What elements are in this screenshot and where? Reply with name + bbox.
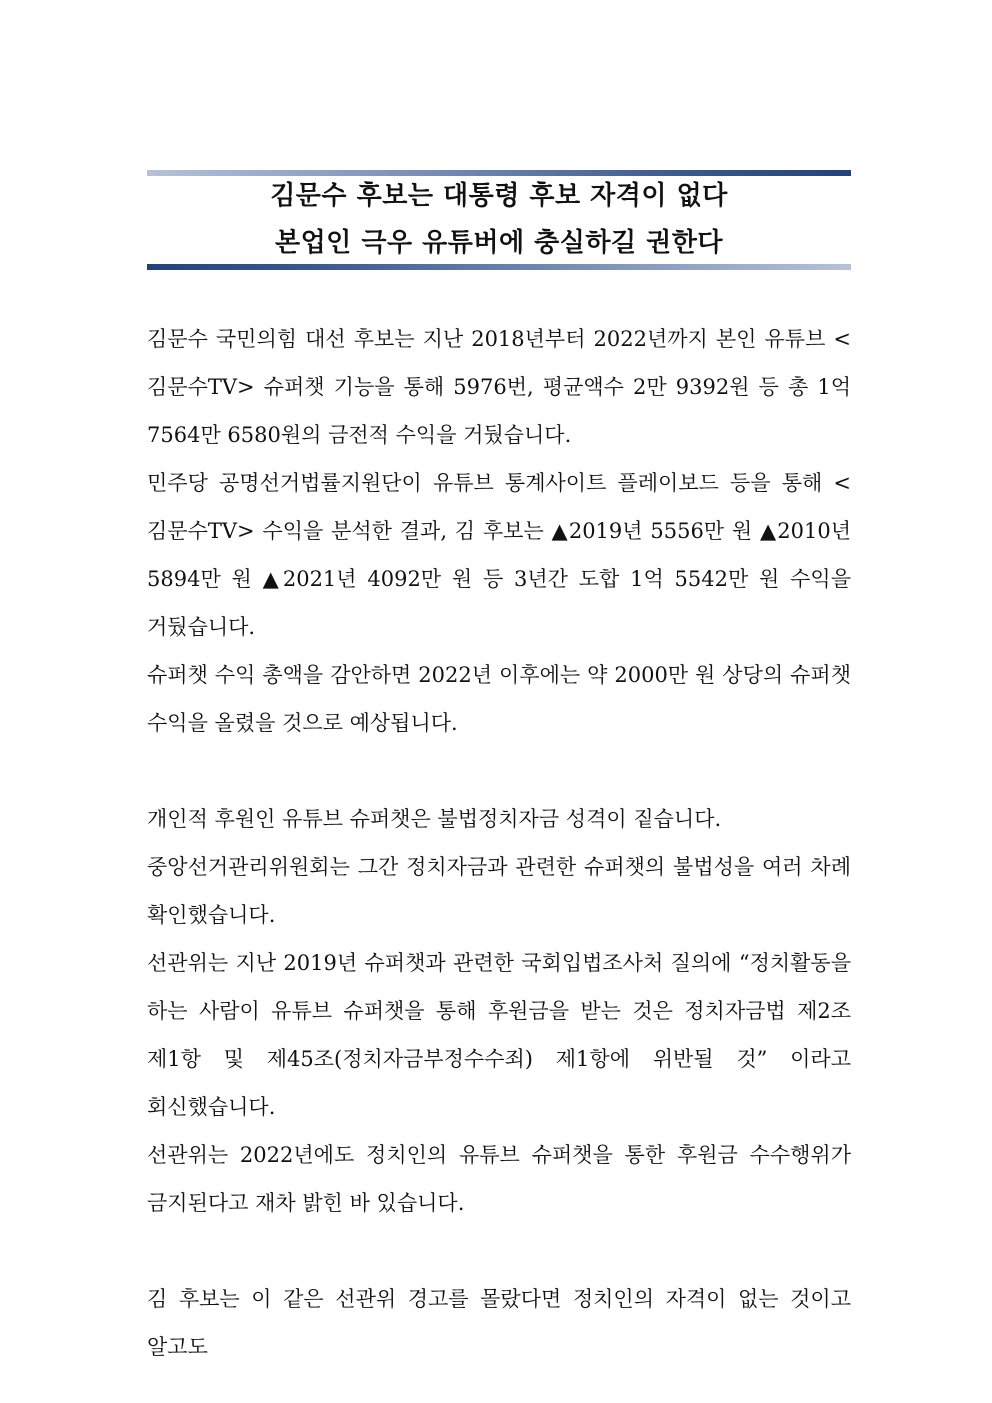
paragraph-nec-2019-reply: 선관위는 지난 2019년 슈퍼챗과 관련한 국회입법조사처 질의에 “정치활동을 하는 사람이 유튜브 슈퍼챗을 통해 후원금을 받는 것은 정치자금법 제2조 제1항 및 제45조(정치자금부정수수죄) 제1항에 위반될 것” 이라고 회신했습니다. (147, 951, 851, 1119)
paragraph-illegal-nature: 개인적 후원인 유튜브 슈퍼챗은 불법정치자금 성격이 짙습니다. (147, 807, 722, 831)
title-top-rule (147, 170, 851, 176)
paragraph-analysis-result: 민주당 공명선거법률지원단이 유튜브 통계사이트 플레이보드 등을 통해 <김문수TV> 수익을 분석한 결과, 김 후보는 ▲2019년 5556만 원 ▲2010년 5894만 원 ▲2021년 4092만 원 등 3년간 도합 1억 5542만 원 수익을 거뒀습니다. (147, 471, 851, 639)
paragraph-supachat-revenue: 김문수 국민의힘 대선 후보는 지난 2018년부터 2022년까지 본인 유튜브 <김문수TV> 슈퍼챗 기능을 통해 5976번, 평균액수 2만 9392원 등 총 1억 7564만 6580원의 금전적 수익을 거뒀습니다. (147, 327, 851, 447)
paragraph-estimate: 슈퍼챗 수익 총액을 감안하면 2022년 이후에는 약 2000만 원 상당의 슈퍼챗 수익을 올렸을 것으로 예상됩니다. (147, 663, 851, 735)
body-text (147, 315, 851, 1371)
title-line-2: 본업인 극우 유튜버에 충실하길 권한다 (274, 228, 724, 258)
paragraph-gap (147, 1227, 851, 1275)
paragraph-gap (147, 747, 851, 795)
paragraph-conclusion: 김 후보는 이 같은 선관위 경고를 몰랐다면 정치인의 자격이 없는 것이고 알고도 (147, 1287, 851, 1359)
title-block (147, 170, 851, 272)
title-line-1: 김문수 후보는 대통령 후보 자격이 없다 (270, 181, 728, 211)
title-bottom-rule (147, 264, 851, 270)
paragraph-nec-confirmed: 중앙선거관리위원회는 그간 정치자금과 관련한 슈퍼챗의 불법성을 여러 차례 확인했습니다. (147, 855, 851, 927)
paragraph-nec-2022: 선관위는 2022년에도 정치인의 유튜브 슈퍼챗을 통한 후원금 수수행위가 금지된다고 재차 밝힌 바 있습니다. (147, 1143, 851, 1215)
